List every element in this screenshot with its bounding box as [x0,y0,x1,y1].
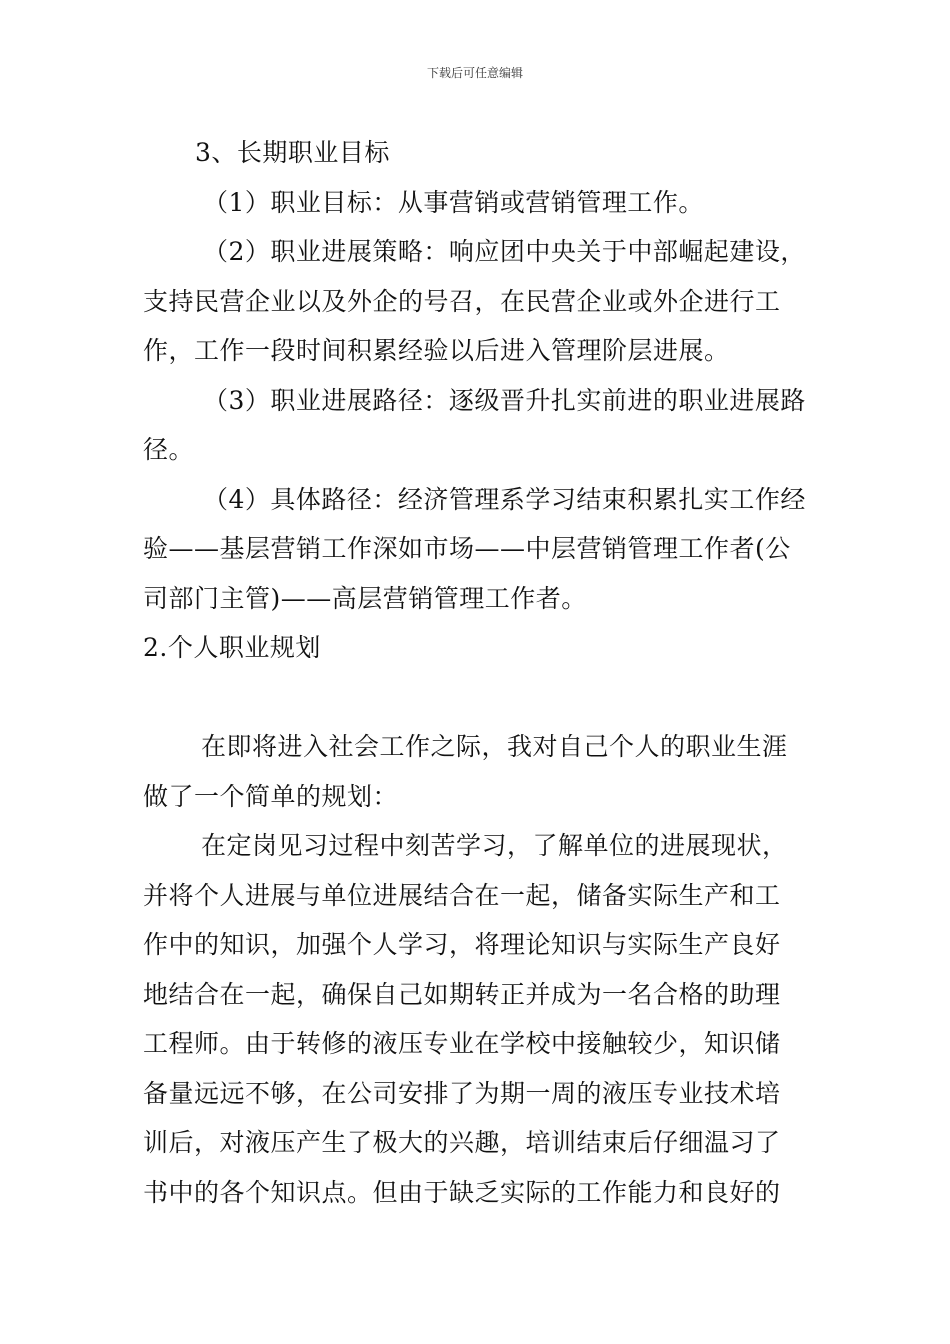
header-note: 下载后可任意编辑 [426,66,523,80]
paragraph-line: 作，工作一段时间积累经验以后进入管理阶层进展。 [143,336,730,365]
paragraph-line: 司部门主管)——高层营销管理工作者。 [143,583,587,613]
paragraph-line: 径。 [143,435,195,464]
paragraph-line: 工程师。由于转修的液压专业在学校中接触较少，知识储 [143,1029,781,1058]
paragraph-line: 备量远远不够，在公司安排了为期一周的液压专业技术培 [143,1078,781,1108]
paragraph-line: 支持民营企业以及外企的号召，在民营企业或外企进行工 [143,286,781,316]
paragraph-line: 地结合在一起，确保自己如期转正并成为一名合格的助理 [143,979,781,1009]
document-body [143,128,809,1217]
paragraph-line: 在即将进入社会工作之际，我对自己个人的职业生涯 [201,732,788,761]
paragraph-line: （4）具体路径：经济管理系学习结束积累扎实工作经 [203,484,806,514]
paragraph-line: 作中的知识，加强个人学习，将理论知识与实际生产良好 [143,930,781,959]
paragraph-line: （2）职业进展策略：响应团中央关于中部崛起建设， [203,237,806,266]
paragraph-line: 训后，对液压产生了极大的兴趣，培训结束后仔细温习了 [143,1128,781,1157]
section-heading: 3、长期职业目标 [195,138,390,167]
paragraph-line: 并将个人进展与单位进展结合在一起，储备实际生产和工 [143,880,781,910]
paragraph-line: 书中的各个知识点。但由于缺乏实际的工作能力和良好的 [143,1177,781,1207]
blank-line [143,673,809,723]
paragraph-line: 验——基层营销工作深如市场——中层营销管理工作者(公 [143,534,791,563]
paragraph-line: （3）职业进展路径：逐级晋升扎实前进的职业进展路 [203,385,806,415]
section-heading: 2.个人职业规划 [143,633,321,662]
paragraph-line: 做了一个简单的规划： [143,781,399,811]
paragraph-line: （1）职业目标：从事营销或营销管理工作。 [203,187,704,217]
paragraph-line: 在定岗见习过程中刻苦学习，了解单位的进展现状， [201,831,788,860]
